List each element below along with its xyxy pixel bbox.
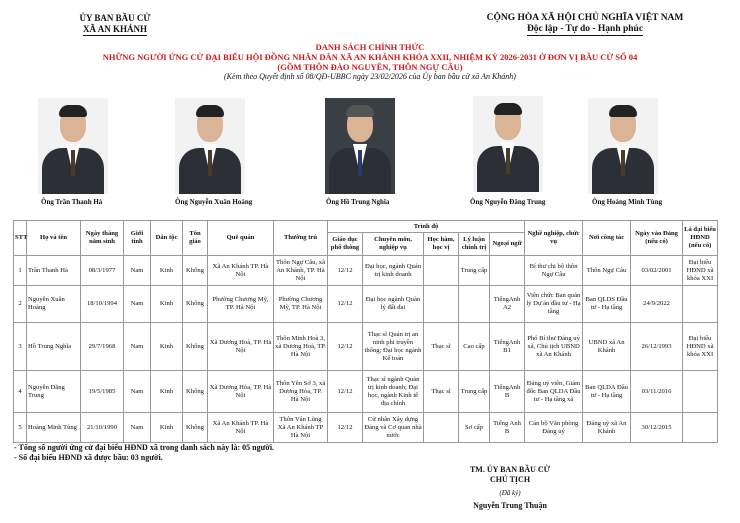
cell-major: Đại học ngành Quản lý đất đai (363, 286, 424, 323)
candidate-photo-4 (473, 96, 543, 192)
cell-degree (424, 413, 459, 443)
title-line1: DANH SÁCH CHÍNH THỨC (315, 42, 425, 52)
th-stt: STT (14, 221, 27, 256)
th-lang: Ngoại ngữ (490, 233, 525, 256)
th-major: Chuyên môn, nghiệp vụ (363, 233, 424, 256)
photo-caption-4: Ông Nguyễn Đăng Trung (470, 198, 546, 206)
table-row (14, 413, 718, 443)
cell-lang: TiếngAnh A2 (490, 286, 525, 323)
candidate-photo-1 (38, 98, 108, 194)
th-edu: Giáo dục phổ thông (328, 233, 363, 256)
note-total: - Tổng số người ứng cử đại biểu HĐND xã trong danh sách này là: 05 người. (14, 443, 275, 452)
cell-name: Nguyễn Xuân Hoàng (27, 286, 81, 323)
cell-religion: Không (183, 323, 208, 371)
document-title (0, 42, 740, 72)
title-line3: (GỒM THÔN ĐÀO NGUYÊN, THÔN NGỰ CẦU) (277, 62, 463, 72)
cell-hometown: Xã Dương Hoà, TP. Hà Nội (208, 323, 274, 371)
th-name: Họ và tên (27, 221, 81, 256)
cell-hometown: Xã An Khánh TP. Hà Nội (208, 256, 274, 286)
cell-ethnic: Kinh (151, 256, 183, 286)
signature-org: TM. ỦY BAN BẦU CỬ (469, 465, 551, 474)
candidate-photo-5 (588, 98, 658, 194)
cell-dob: 18/10/1994 (81, 286, 124, 323)
cell-ethnic: Kinh (151, 413, 183, 443)
note-elected: - Số đại biểu HĐND xã được bầu: 03 người. (14, 453, 163, 462)
cell-degree (424, 256, 459, 286)
cell-ethnic: Kinh (151, 371, 183, 413)
photo-caption-2: Ông Nguyễn Xuân Hoàng (175, 198, 253, 206)
candidate-table (13, 220, 718, 443)
cell-delegate (683, 413, 718, 443)
cell-major: Thạc sĩ ngành Quản trị kinh doanh; Đại học, ngành Kinh tế địa chính (363, 371, 424, 413)
cell-lang (490, 256, 525, 286)
cell-ethnic: Kinh (151, 323, 183, 371)
cell-gender: Nam (124, 413, 151, 443)
signature-name: Nguyễn Trung Thuận (473, 501, 547, 510)
cell-party: 03/11/2016 (631, 371, 683, 413)
cell-job: Phó Bí thư Đảng uỷ xã, Chủ tịch UBND xã An Khánh (525, 323, 583, 371)
cell-party: 24/9/2022 (631, 286, 683, 323)
th-ethnic: Dân tộc (151, 221, 183, 256)
cell-politics: Trung cấp (459, 256, 490, 286)
cell-dob: 29/7/1968 (81, 323, 124, 371)
cell-major: Thạc sĩ Quản trị an ninh phi truyền thống; Đại học ngành Kế toán (363, 323, 424, 371)
th-residence: Thường trú (274, 221, 328, 256)
th-trinh-do: Trình độ (328, 221, 525, 233)
cell-lang: TiếngAnh B1 (490, 323, 525, 371)
table-row (14, 323, 718, 371)
cell-residence: Thôn Yên Sở 3, xã Dương Hòa, TP. Hà Nội (274, 371, 328, 413)
table-row (14, 371, 718, 413)
cell-party: 03/02/2001 (631, 256, 683, 286)
candidate-photo-2 (175, 98, 245, 194)
th-work: Nơi công tác (583, 221, 631, 256)
cell-major: Cử nhân Xây dựng Đảng và Cơ quan nhà nước (363, 413, 424, 443)
cell-residence: Thôn Vân Lũng Xã An Khánh TP Hà Nội (274, 413, 328, 443)
cell-religion: Không (183, 286, 208, 323)
cell-stt: 4 (14, 371, 27, 413)
cell-dob: 19/5/1985 (81, 371, 124, 413)
cell-degree: Thạc sĩ (424, 323, 459, 371)
cell-name: Trần Thanh Hà (27, 256, 81, 286)
cell-hometown: Phường Chương Mỹ, TP. Hà Nội (208, 286, 274, 323)
cell-delegate: Đại biểu HĐND xã khóa XXI (683, 256, 718, 286)
cell-job: Cán bộ Văn phòng Đảng uỷ (525, 413, 583, 443)
cell-stt: 3 (14, 323, 27, 371)
th-degree: Học hàm, học vị (424, 233, 459, 256)
cell-party: 30/12/2015 (631, 413, 683, 443)
cell-residence: Thôn Ngự Câu, xã An Khánh, TP. Hà Nội (274, 256, 328, 286)
cell-stt: 5 (14, 413, 27, 443)
th-politics: Lý luận chính trị (459, 233, 490, 256)
photo-caption-3: Ông Hồ Trung Nghĩa (326, 198, 390, 206)
th-religion: Tôn giáo (183, 221, 208, 256)
cell-edu: 12/12 (328, 413, 363, 443)
cell-work: Ban QLDA Đầu tư - Hạ tầng (583, 371, 631, 413)
issuer-line2: XÃ AN KHÁNH (82, 24, 147, 34)
cell-degree (424, 286, 459, 323)
cell-edu: 12/12 (328, 286, 363, 323)
signature-title: CHỦ TỊCH (489, 475, 531, 484)
table-row (14, 256, 718, 286)
photo-caption-5: Ông Hoàng Minh Tùng (592, 198, 663, 206)
title-line2: NHỮNG NGƯỜI ỨNG CỬ ĐẠI BIỂU HỘI ĐỒNG NHÂN DÂN XÃ AN KHÁNH KHÓA XXII, NHIỆM KỲ 2026-2031 Ở ĐƠN VỊ BẦU CỬ SỐ 04 (102, 52, 638, 62)
cell-politics: Trung cấp (459, 371, 490, 413)
cell-delegate (683, 371, 718, 413)
cell-hometown: Xã An Khánh TP. Hà Nội (208, 413, 274, 443)
issuer-header (40, 13, 190, 36)
cell-gender: Nam (124, 286, 151, 323)
cell-work: Thôn Ngự Câu (583, 256, 631, 286)
cell-gender: Nam (124, 323, 151, 371)
cell-name: Hoàng Minh Tùng (27, 413, 81, 443)
cell-delegate: Đại biểu HĐND xã khóa XXI (683, 323, 718, 371)
cell-religion: Không (183, 413, 208, 443)
issuer-line1: ỦY BAN BẦU CỬ (79, 13, 151, 23)
th-delegate: Là đại biểu HĐND (nếu có) (683, 221, 718, 256)
notes (14, 443, 274, 463)
cell-job: Đảng uỷ viên, Giám đốc Ban QLDA Đầu tư - Hạ tầng xã (525, 371, 583, 413)
cell-gender: Nam (124, 256, 151, 286)
th-job: Nghề nghiệp, chức vụ (525, 221, 583, 256)
cell-residence: Thôn Minh Hoà 3, xã Dương Hoà, TP. Hà Nội (274, 323, 328, 371)
cell-ethnic: Kinh (151, 286, 183, 323)
cell-politics (459, 286, 490, 323)
table-row (14, 286, 718, 323)
cell-edu: 12/12 (328, 371, 363, 413)
cell-stt: 2 (14, 286, 27, 323)
national-motto: Độc lập - Tự do - Hạnh phúc (526, 24, 644, 34)
cell-religion: Không (183, 371, 208, 413)
cell-delegate (683, 286, 718, 323)
cell-name: Hồ Trung Nghĩa (27, 323, 81, 371)
cell-degree: Thạc sĩ (424, 371, 459, 413)
cell-party: 26/12/1993 (631, 323, 683, 371)
national-header (455, 13, 715, 36)
photo-caption-1: Ông Trần Thanh Hà (41, 198, 103, 206)
th-party: Ngày vào Đảng (nếu có) (631, 221, 683, 256)
cell-gender: Nam (124, 371, 151, 413)
cell-dob: 21/10/1990 (81, 413, 124, 443)
signature-block (450, 465, 570, 511)
cell-stt: 1 (14, 256, 27, 286)
cell-lang: TiếngAnh B (490, 371, 525, 413)
candidate-photo-3 (325, 98, 395, 194)
signature-signed: (Đã ký) (499, 489, 521, 497)
th-dob: Ngày tháng năm sinh (81, 221, 124, 256)
cell-hometown: Xã Dương Hòa, TP. Hà Nội (208, 371, 274, 413)
cell-religion: Không (183, 256, 208, 286)
cell-politics: Cao cấp (459, 323, 490, 371)
th-gender: Giới tính (124, 221, 151, 256)
cell-job: Bí thư chi bộ thôn Ngự Câu (525, 256, 583, 286)
cell-residence: Phường Chương Mỹ, TP. Hà Nội (274, 286, 328, 323)
document-subtitle: (Kèm theo Quyết định số 08/QĐ-UBBC ngày 23/02/2026 của Ủy ban bầu cử xã An Khánh) (224, 72, 516, 81)
cell-name: Nguyễn Đăng Trung (27, 371, 81, 413)
cell-work: Ban QLDS Đầu tư - Hạ tầng (583, 286, 631, 323)
th-hometown: Quê quán (208, 221, 274, 256)
cell-lang: Tiếng Anh B (490, 413, 525, 443)
cell-major: Đại học, ngành Quản trị kinh doanh (363, 256, 424, 286)
cell-politics: Sơ cấp (459, 413, 490, 443)
cell-work: Đảng uỷ xã An Khánh (583, 413, 631, 443)
cell-job: Viên chức Ban quản lý Dự án đầu tư - Hạ tầng (525, 286, 583, 323)
cell-edu: 12/12 (328, 323, 363, 371)
cell-work: UBND xã An Khánh (583, 323, 631, 371)
cell-dob: 08/3/1977 (81, 256, 124, 286)
cell-edu: 12/12 (328, 256, 363, 286)
national-line1: CỘNG HÒA XÃ HỘI CHỦ NGHĨA VIỆT NAM (486, 13, 684, 23)
